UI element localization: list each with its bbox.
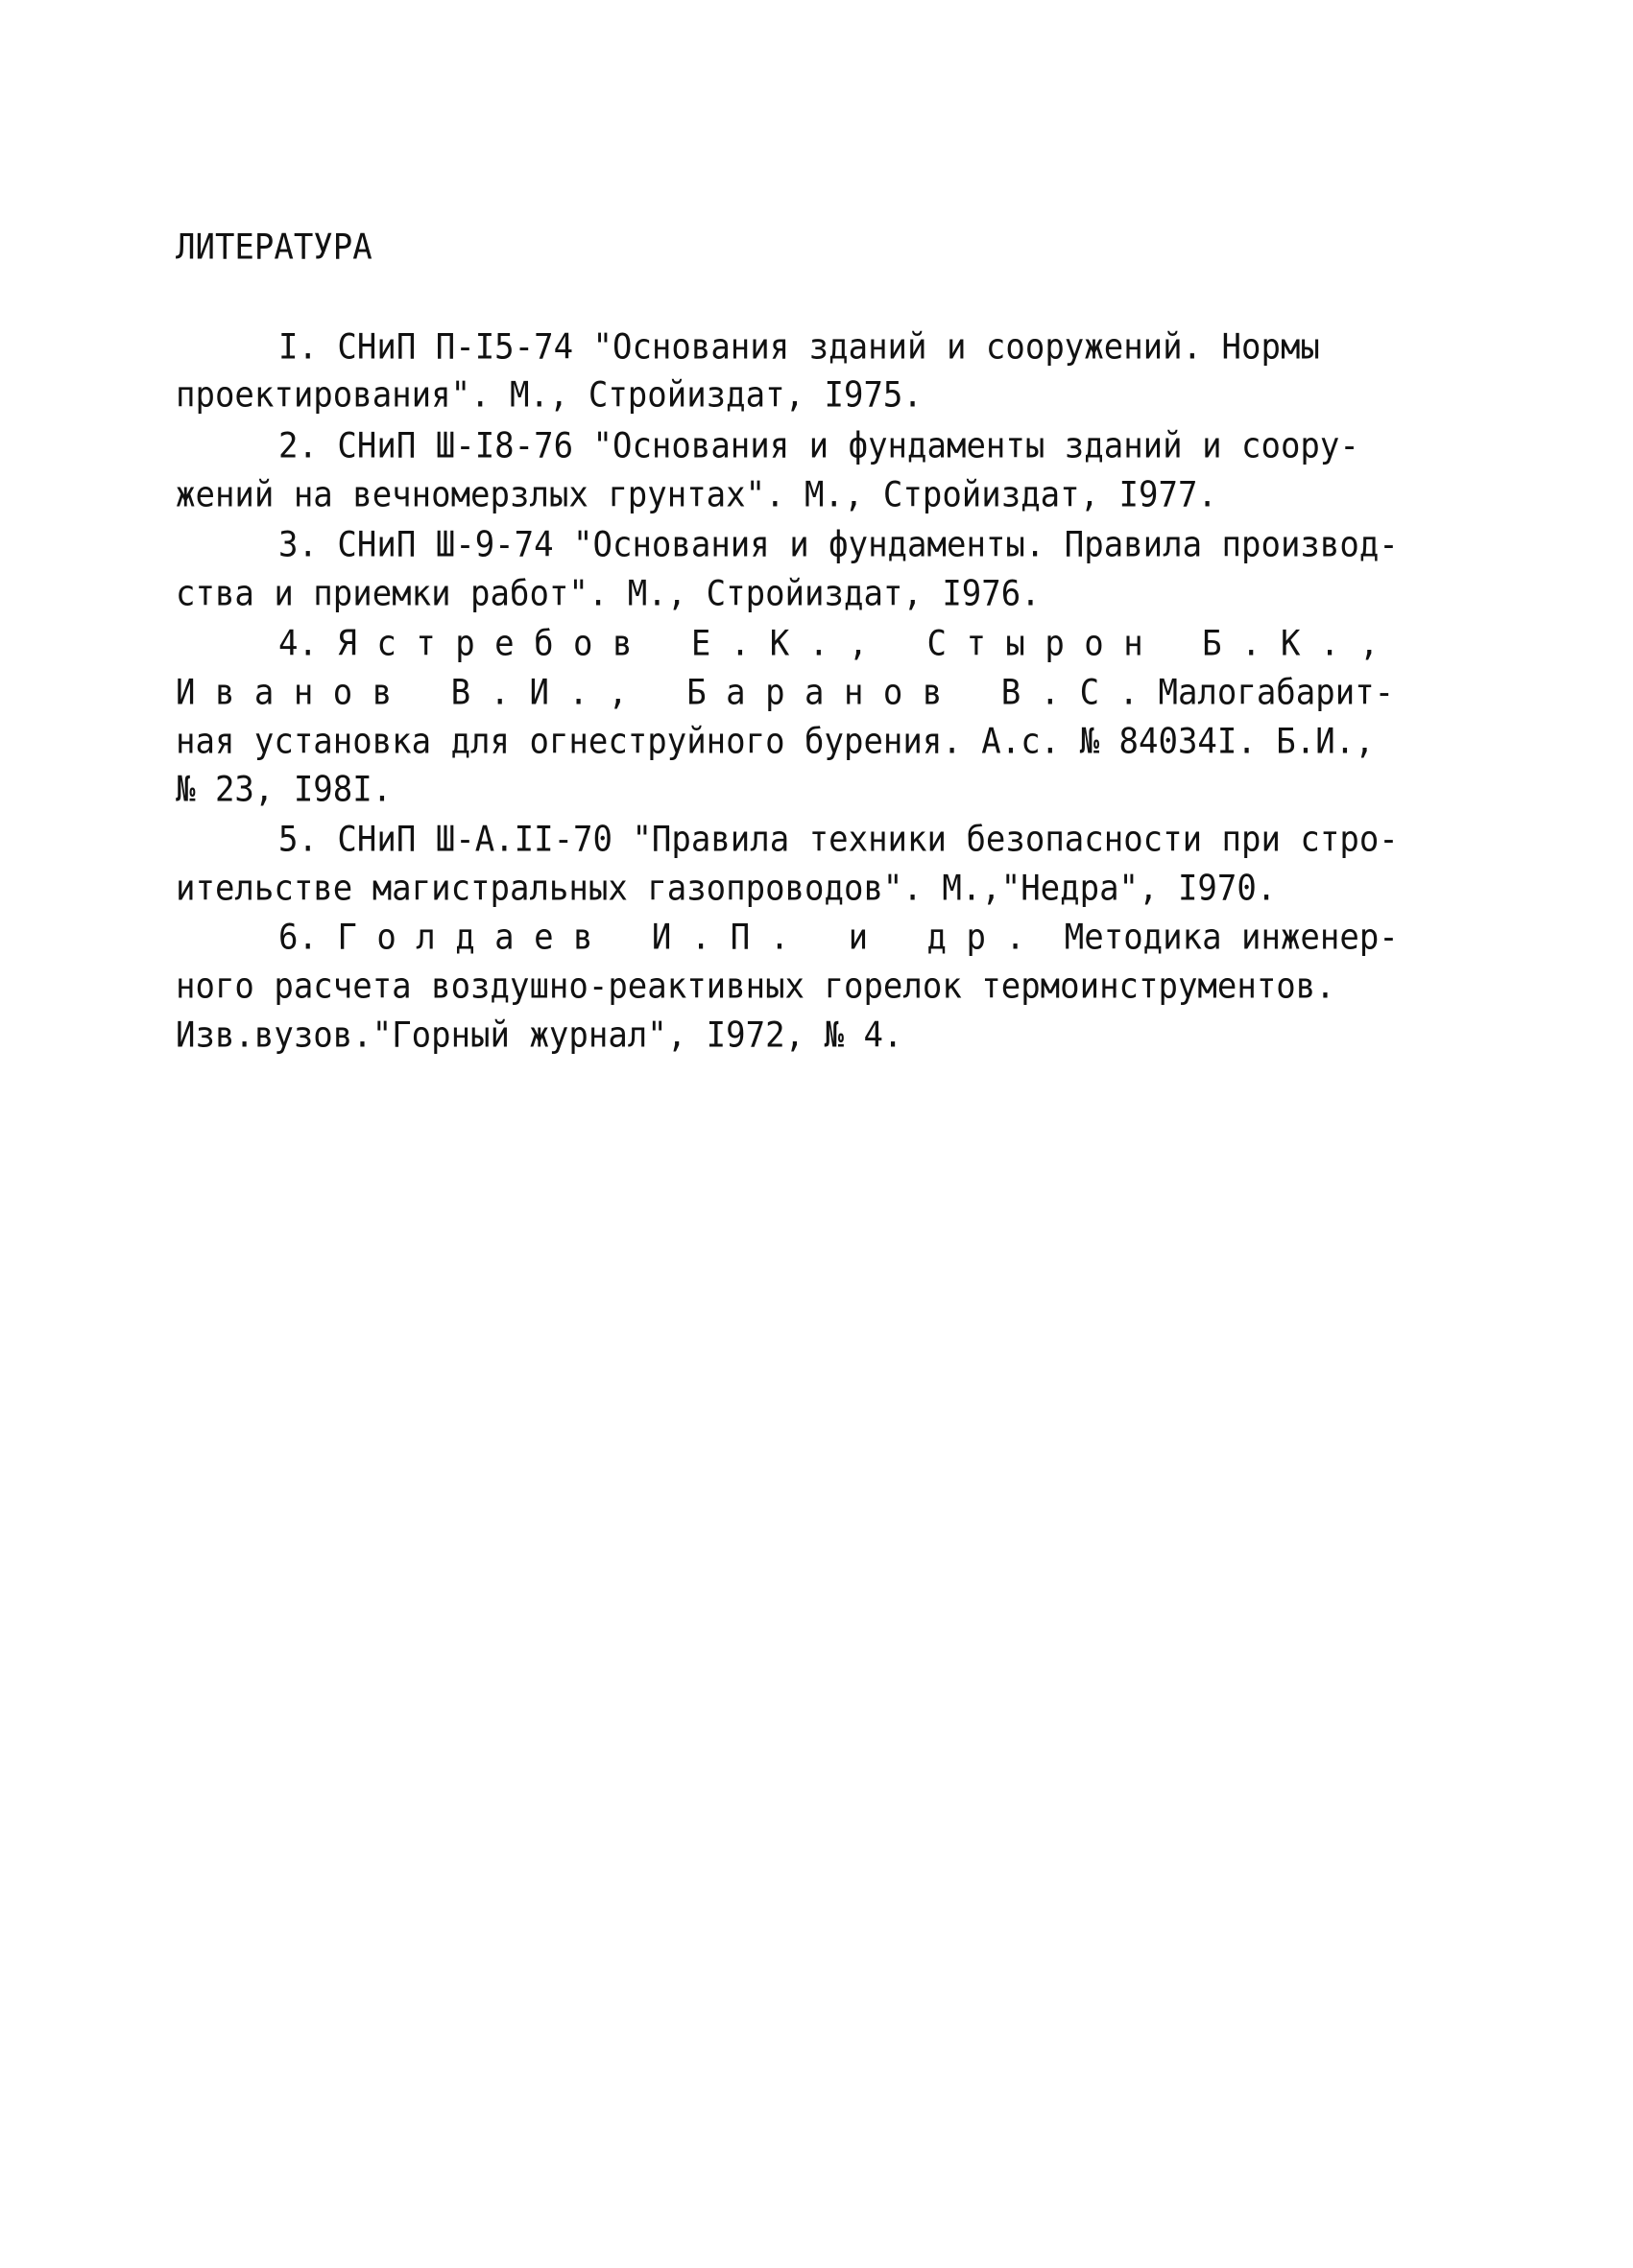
reference-2-line-1: 2. СНиП Ш-I8-76 "Основания и фундаменты зданий и соору- — [278, 425, 1359, 467]
reference-3-line-2: ства и приемки работ". М., Стройиздат, I976. — [176, 573, 1041, 615]
reference-4-line-4: № 23, I98I. — [176, 769, 393, 811]
reference-1-line-2: проектирования". М., Стройиздат, I975. — [176, 374, 923, 417]
reference-4-line-3: ная установка для огнеструйного бурения. А.с. № 84034I. Б.И., — [176, 721, 1375, 763]
reference-4-line-2: И в а н о в В . И . , Б а р а н о в В . С . Малогабарит- — [176, 672, 1395, 714]
reference-5-line-1: 5. СНиП Ш-А.II-70 "Правила техники безопасности при стро- — [278, 819, 1399, 861]
page-title: ЛИТЕРАТУРА — [176, 227, 372, 269]
reference-2-line-2: жений на вечномерзлых грунтах". М., Стройиздат, I977. — [176, 474, 1217, 516]
reference-6-line-3: Изв.вузов."Горный журнал", I972, № 4. — [176, 1015, 903, 1057]
reference-6-line-1: 6. Г о л д а е в И . П . и д р . Методика инженер- — [278, 917, 1399, 959]
reference-3-line-1: 3. СНиП Ш-9-74 "Основания и фундаменты. Правила производ- — [278, 524, 1399, 566]
reference-6-line-2: ного расчета воздушно-реактивных горелок термоинструментов. — [176, 966, 1335, 1008]
reference-4-line-1: 4. Я с т р е б о в Е . К . , С т ы р о н Б . К . , — [278, 623, 1380, 665]
reference-5-line-2: ительстве магистральных газопроводов". М.,"Недра", I970. — [176, 868, 1277, 910]
reference-1-line-1: I. СНиП П-I5-74 "Основания зданий и сооружений. Нормы — [278, 326, 1320, 369]
